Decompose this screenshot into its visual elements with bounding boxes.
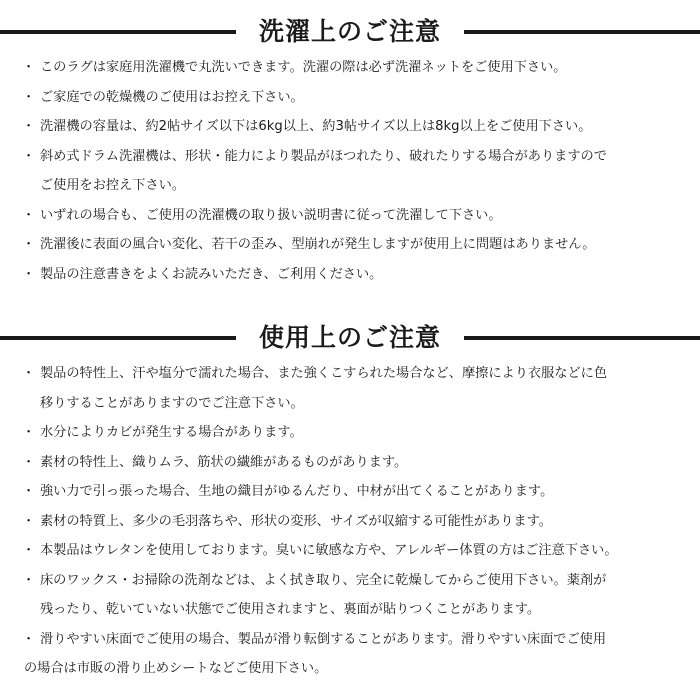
- precaution-text-line: 洗濯機の容量は、約2帖サイズ以下は6kg以上、約3帖サイズ以上は8kg以上をご使用下さい。: [40, 119, 592, 134]
- precaution-text-line: 洗濯後に表面の風合い変化、若干の歪み、型崩れが発生しますが使用上に問題はありません。: [40, 237, 596, 252]
- bullet-mark: ・: [22, 543, 36, 558]
- header-rule-left: [0, 30, 236, 34]
- precaution-text-line: 滑りやすい床面でご使用の場合、製品が滑り転倒することがあります。滑りやすい床面でご使用: [40, 631, 607, 647]
- precaution-text-line: 床のワックス・お掃除の洗剤などは、よく拭き取り、完全に乾燥してからご使用下さい。薬剤が: [40, 572, 607, 588]
- bullet-mark: ・: [22, 148, 36, 164]
- precaution-text-line: 素材の特性上、織りムラ、筋状の繊維があるものがあります。: [40, 454, 408, 470]
- washing-section-title: 洗濯上のご注意: [258, 17, 441, 46]
- bullet-mark: ・: [22, 237, 36, 252]
- precaution-text-line: 本製品はウレタンを使用しております。臭いに敏感な方や、アレルギー体質の方はご注意下さい。: [40, 543, 618, 558]
- precaution-text-line: 製品の特性上、汗や塩分で濡れた場合、また強くこすられた場合など、摩擦により衣服などに色: [40, 366, 608, 381]
- precaution-item: [0, 142, 700, 201]
- bullet-mark: ・: [22, 266, 36, 282]
- bullet-mark: ・: [22, 207, 36, 223]
- precaution-text-line: 素材の特質上、多少の毛羽落ちや、形状の変形、サイズが収縮する可能性があります。: [40, 513, 552, 529]
- precaution-item: [0, 260, 700, 290]
- precaution-text-line: 残ったり、乾いていない状態でご使用されますと、裏面が貼りつくことがあります。: [40, 602, 541, 617]
- precaution-item: [0, 201, 700, 231]
- washing-section-header: [0, 12, 700, 52]
- bullet-mark: ・: [22, 119, 36, 134]
- precaution-item: [0, 625, 700, 684]
- precaution-text-line: 水分によりカビが発生する場合があります。: [40, 425, 303, 440]
- washing-notes-list: [0, 53, 700, 289]
- header-rule-right: [464, 336, 700, 340]
- bullet-mark: ・: [22, 425, 36, 440]
- precaution-text-line: ご家庭での乾燥機のご使用はお控え下さい。: [40, 89, 304, 105]
- usage-section: [0, 318, 700, 676]
- header-rule-right: [464, 30, 700, 34]
- precaution-item: [0, 507, 700, 537]
- bullet-mark: ・: [22, 572, 36, 588]
- bullet-mark: ・: [22, 484, 36, 499]
- precaution-text-line: 斜め式ドラム洗濯機は、形状・能力により製品がほつれたり、破れたりする場合がありますので: [40, 148, 607, 164]
- washing-section: [0, 12, 700, 282]
- bullet-mark: ・: [22, 513, 36, 529]
- header-rule-left: [0, 336, 236, 340]
- precaution-item: [0, 359, 700, 418]
- usage-notes-list: [0, 359, 700, 684]
- precaution-item: [0, 448, 700, 478]
- precaution-item: [0, 566, 700, 625]
- precaution-text-line: 強い力で引っ張った場合、生地の織目がゆるんだり、中材が出てくることがあります。: [40, 484, 554, 499]
- bullet-mark: ・: [22, 366, 36, 381]
- precaution-text-line: いずれの場合も、ご使用の洗濯機の取り扱い説明書に従って洗濯して下さい。: [40, 207, 502, 223]
- bullet-mark: ・: [22, 454, 36, 470]
- bullet-mark: ・: [22, 631, 36, 647]
- precaution-item: [0, 418, 700, 448]
- precaution-item: [0, 83, 700, 113]
- precaution-item: [0, 477, 700, 507]
- precaution-text-line: 移りすることがありますのでご注意下さい。: [40, 395, 304, 411]
- precaution-text-line: このラグは家庭用洗濯機で丸洗いできます。洗濯の際は必ず洗濯ネットをご使用下さい。: [40, 60, 567, 75]
- usage-section-header: [0, 318, 700, 358]
- precaution-item: [0, 53, 700, 83]
- precaution-text-line: 製品の注意書きをよくお読みいただき、ご利用ください。: [40, 266, 383, 282]
- bullet-mark: ・: [22, 60, 36, 75]
- precaution-text-line: の場合は市販の滑り止めシートなどご使用下さい。: [24, 661, 328, 676]
- bullet-mark: ・: [22, 89, 36, 105]
- usage-section-title: 使用上のご注意: [258, 323, 441, 352]
- precaution-item: [0, 112, 700, 142]
- precaution-item: [0, 536, 700, 566]
- precaution-item: [0, 230, 700, 260]
- precaution-text-line: ご使用をお控え下さい。: [40, 178, 186, 193]
